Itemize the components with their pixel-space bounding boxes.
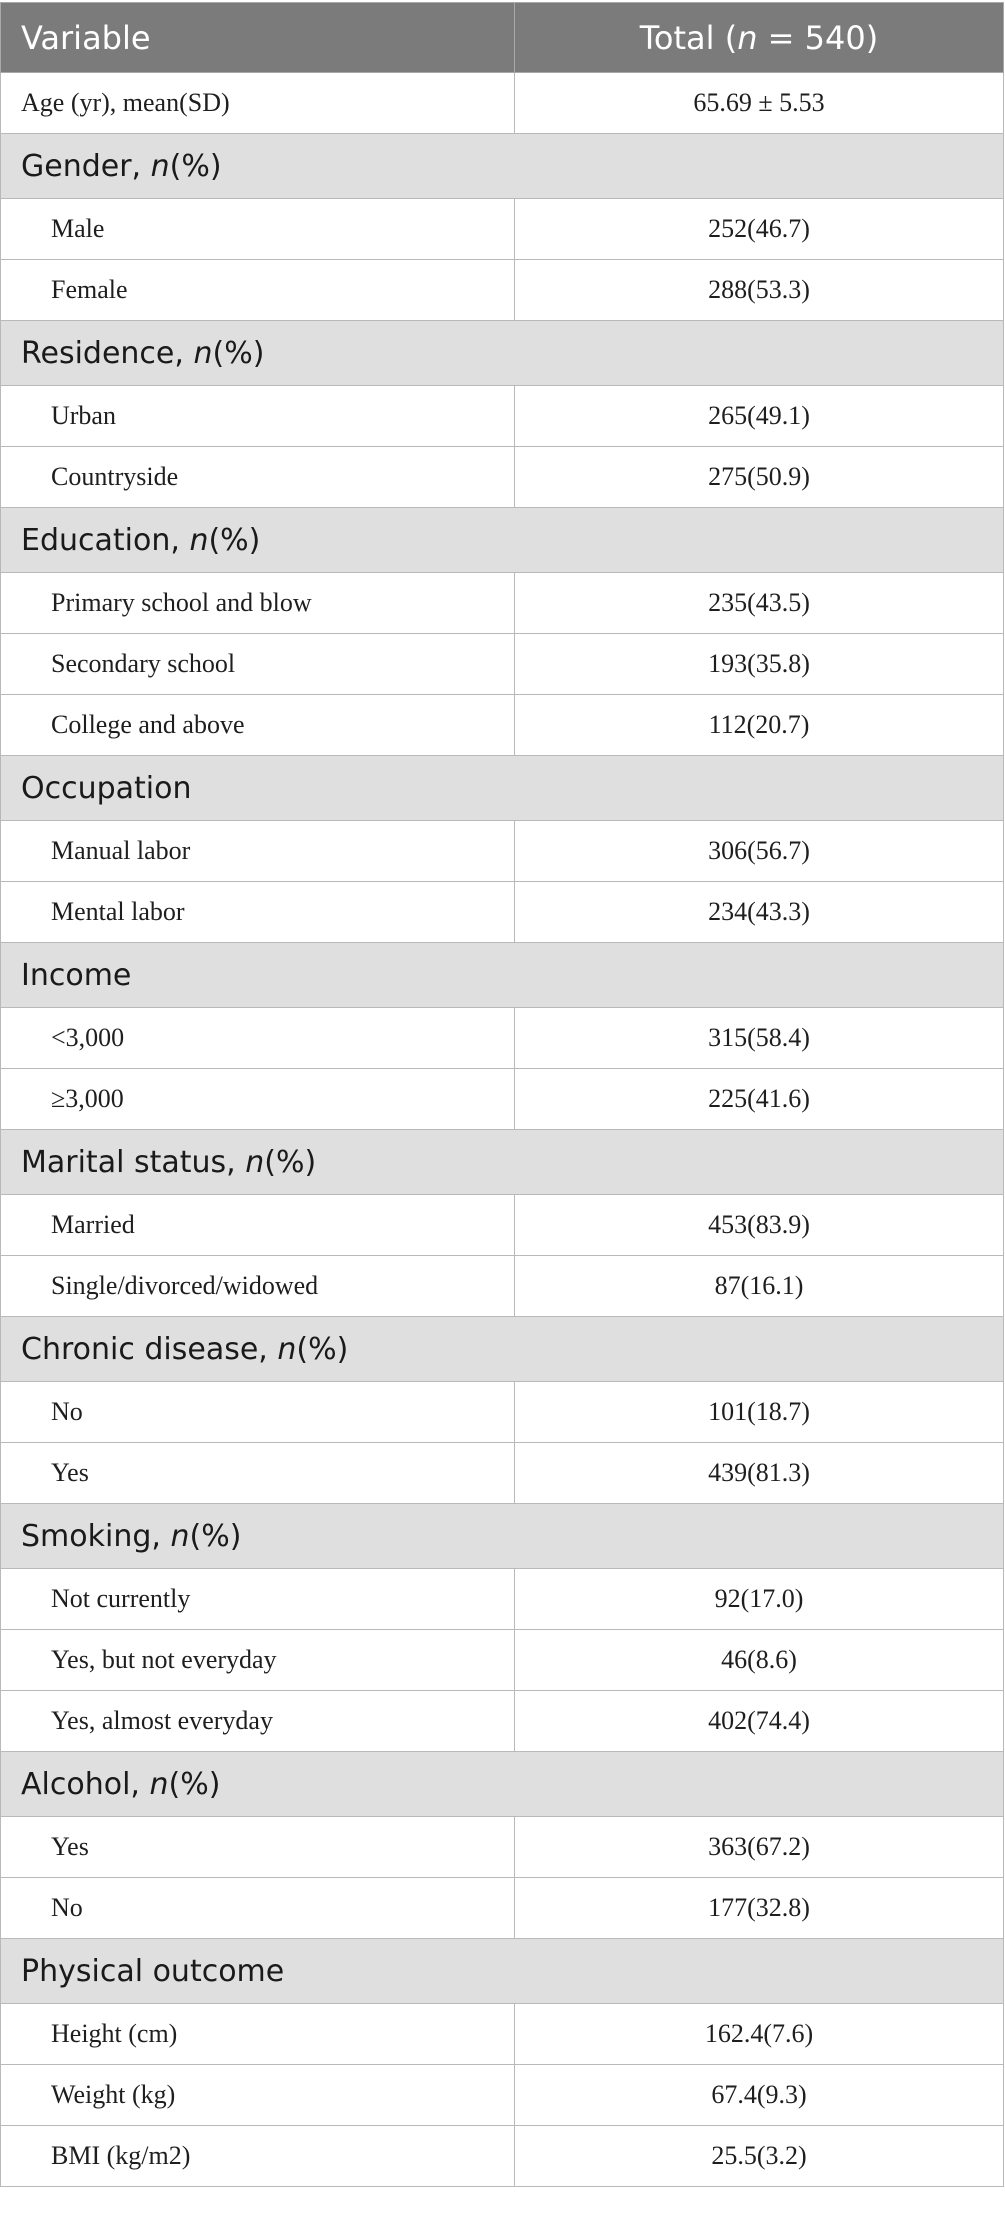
section-label: [1, 1939, 1004, 2004]
section-pct: (%): [212, 335, 265, 371]
row-label: Yes, almost everyday: [1, 1691, 515, 1752]
row-value: 265(49.1): [515, 386, 1004, 447]
table-row: [1, 634, 1004, 695]
section-label: [1, 756, 1004, 821]
section-title: Education,: [21, 522, 190, 558]
section-row: [1, 1752, 1004, 1817]
section-n: n: [170, 1518, 190, 1554]
row-value: 225(41.6): [515, 1069, 1004, 1130]
table-row: [1, 2126, 1004, 2187]
row-value: 439(81.3): [515, 1443, 1004, 1504]
row-value: 46(8.6): [515, 1630, 1004, 1691]
table-row: [1, 199, 1004, 260]
section-row: [1, 134, 1004, 199]
row-value: 315(58.4): [515, 1008, 1004, 1069]
table-row: [1, 1878, 1004, 1939]
section-row: [1, 321, 1004, 386]
row-value: 234(43.3): [515, 882, 1004, 943]
row-value: 25.5(3.2): [515, 2126, 1004, 2187]
header-variable: Variable: [1, 3, 515, 73]
row-label: Not currently: [1, 1569, 515, 1630]
row-value: 177(32.8): [515, 1878, 1004, 1939]
table-row: [1, 1382, 1004, 1443]
row-value: 87(16.1): [515, 1256, 1004, 1317]
section-row: [1, 1939, 1004, 2004]
section-title: Physical outcome: [21, 1953, 285, 1989]
header-total-n: n: [737, 18, 758, 57]
row-label: Urban: [1, 386, 515, 447]
row-value: 288(53.3): [515, 260, 1004, 321]
row-label: Weight (kg): [1, 2065, 515, 2126]
row-value: 92(17.0): [515, 1569, 1004, 1630]
row-label: Single/divorced/widowed: [1, 1256, 515, 1317]
table-row: [1, 73, 1004, 134]
row-label: Mental labor: [1, 882, 515, 943]
section-pct: (%): [264, 1144, 317, 1180]
row-value: 453(83.9): [515, 1195, 1004, 1256]
section-pct: (%): [169, 148, 222, 184]
row-label: Primary school and blow: [1, 573, 515, 634]
section-pct: (%): [296, 1331, 349, 1367]
row-label: Manual labor: [1, 821, 515, 882]
section-pct: (%): [189, 1518, 242, 1554]
row-label: Yes, but not everyday: [1, 1630, 515, 1691]
section-label: [1, 1752, 1004, 1817]
table-row: [1, 386, 1004, 447]
row-label: ≥3,000: [1, 1069, 515, 1130]
table-row: [1, 1069, 1004, 1130]
demographics-table: [0, 2, 1004, 2187]
section-n: n: [193, 335, 213, 371]
row-label: Yes: [1, 1817, 515, 1878]
section-n: n: [149, 1766, 169, 1802]
table-row: [1, 2065, 1004, 2126]
section-n: n: [189, 522, 209, 558]
section-row: [1, 756, 1004, 821]
section-row: [1, 1504, 1004, 1569]
row-value: 67.4(9.3): [515, 2065, 1004, 2126]
row-value: 112(20.7): [515, 695, 1004, 756]
row-label: Male: [1, 199, 515, 260]
row-value: 65.69 ± 5.53: [515, 73, 1004, 134]
section-n: n: [245, 1144, 265, 1180]
section-title: Chronic disease,: [21, 1331, 278, 1367]
header-total-prefix: Total (: [639, 18, 738, 57]
row-label: <3,000: [1, 1008, 515, 1069]
row-value: 363(67.2): [515, 1817, 1004, 1878]
table-row: [1, 260, 1004, 321]
section-label: [1, 1317, 1004, 1382]
row-label: Countryside: [1, 447, 515, 508]
row-label: No: [1, 1878, 515, 1939]
section-n: n: [150, 148, 170, 184]
section-title: Alcohol,: [21, 1766, 150, 1802]
section-pct: (%): [208, 522, 261, 558]
table-row: [1, 447, 1004, 508]
row-value: 193(35.8): [515, 634, 1004, 695]
table-row: [1, 1195, 1004, 1256]
section-label: [1, 1130, 1004, 1195]
section-title: Gender,: [21, 148, 151, 184]
table-row: [1, 695, 1004, 756]
section-label: [1, 1504, 1004, 1569]
section-row: [1, 943, 1004, 1008]
section-label: [1, 321, 1004, 386]
row-label: No: [1, 1382, 515, 1443]
table-row: [1, 1443, 1004, 1504]
section-title: Residence,: [21, 335, 194, 371]
row-value: 162.4(7.6): [515, 2004, 1004, 2065]
section-label: [1, 943, 1004, 1008]
table-row: [1, 821, 1004, 882]
section-row: [1, 1130, 1004, 1195]
section-pct: (%): [168, 1766, 221, 1802]
section-n: n: [277, 1331, 297, 1367]
header-total: [515, 3, 1004, 73]
row-value: 235(43.5): [515, 573, 1004, 634]
row-label: BMI (kg/m2): [1, 2126, 515, 2187]
section-title: Marital status,: [21, 1144, 246, 1180]
table-row: [1, 573, 1004, 634]
section-label: [1, 134, 1004, 199]
row-label: College and above: [1, 695, 515, 756]
table-row: [1, 1691, 1004, 1752]
row-value: 101(18.7): [515, 1382, 1004, 1443]
section-title: Income: [21, 957, 132, 993]
table-row: [1, 1569, 1004, 1630]
section-label: [1, 508, 1004, 573]
row-label: Female: [1, 260, 515, 321]
table-row: [1, 2004, 1004, 2065]
row-label: Yes: [1, 1443, 515, 1504]
row-value: 402(74.4): [515, 1691, 1004, 1752]
table-row: [1, 1008, 1004, 1069]
row-label: Height (cm): [1, 2004, 515, 2065]
row-value: 306(56.7): [515, 821, 1004, 882]
row-label: Married: [1, 1195, 515, 1256]
table-row: [1, 882, 1004, 943]
row-label: Secondary school: [1, 634, 515, 695]
row-label: Age (yr), mean(SD): [1, 73, 515, 134]
table-row: [1, 1630, 1004, 1691]
table-body: [1, 73, 1004, 2187]
table-row: [1, 1817, 1004, 1878]
section-row: [1, 1317, 1004, 1382]
table-row: [1, 1256, 1004, 1317]
header-total-suffix: = 540): [757, 18, 879, 57]
section-title: Occupation: [21, 770, 192, 806]
section-title: Smoking,: [21, 1518, 171, 1554]
row-value: 252(46.7): [515, 199, 1004, 260]
table-header-row: [1, 3, 1004, 73]
section-row: [1, 508, 1004, 573]
row-value: 275(50.9): [515, 447, 1004, 508]
